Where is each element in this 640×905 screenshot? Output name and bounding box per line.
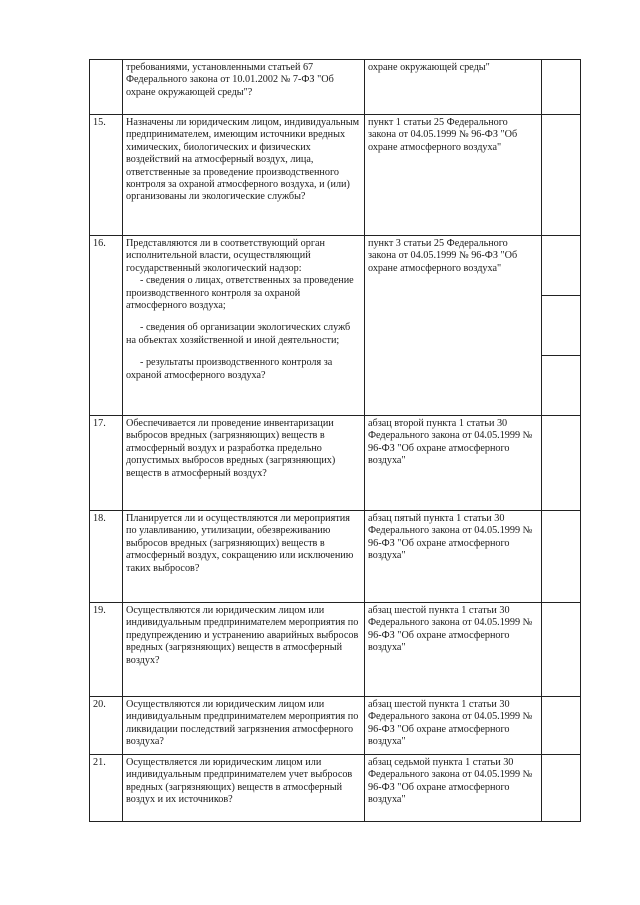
row-number: 15. [90,115,123,236]
answer-cell [542,755,581,822]
question-text [123,236,365,416]
row-number [90,60,123,115]
table-row [90,115,581,236]
legal-reference: пункт 3 статьи 25 Федерального закона от 04.05.1999 № 96-ФЗ "Об охране атмосферного воздуха" [365,236,542,416]
answer-cell [542,60,581,115]
question-text: требованиями, установленными статьей 67 Федерального закона от 10.01.2002 № 7-ФЗ "Об охране окружающей среды"? [123,60,365,115]
answer-cell [542,511,581,603]
table-row [90,60,581,115]
legal-reference: пункт 1 статьи 25 Федерального закона от 04.05.1999 № 96-ФЗ "Об охране атмосферного воздуха" [365,115,542,236]
question-intro: Представляются ли в соответствующий орган исполнительной власти, осуществляющий государственный экологический надзор: [126,238,325,274]
answer-cell [542,115,581,236]
answer-cell [542,603,581,697]
row-number: 18. [90,511,123,603]
question-text: Осуществляется ли юридическим лицом или индивидуальным предпринимателем учет выбросов вредных (загрязняющих) веществ в атмосферный воздух и их источников? [123,755,365,822]
legal-reference: абзац второй пункта 1 статьи 30 Федерального закона от 04.05.1999 № 96-ФЗ "Об охране атмосферного воздуха" [365,416,542,511]
answer-cell [542,416,581,511]
answer-subcell [542,356,580,415]
table-row [90,755,581,822]
legal-reference: абзац шестой пункта 1 статьи 30 Федерального закона от 04.05.1999 № 96-ФЗ "Об охране атмосферного воздуха" [365,603,542,697]
row-number: 16. [90,236,123,416]
question-text: Обеспечивается ли проведение инвентаризации выбросов вредных (загрязняющих) веществ в атмосферный воздух и разработка предельно допустимых выбросов вредных (загрязняющих) веществ в атмосферный воздух? [123,416,365,511]
answer-subcell [542,296,580,356]
question-text: Назначены ли юридическим лицом, индивидуальным предпринимателем, имеющим источники вредных химических, биологических и физических воздействий на атмосферный воздух, лица, ответственные за проведение производственного контроля за охраной атмосферного воздуха, и (или) организованы ли экологические службы? [123,115,365,236]
legal-reference: абзац седьмой пункта 1 статьи 30 Федерального закона от 04.05.1999 № 96-ФЗ "Об охране атмосферного воздуха" [365,755,542,822]
sub-item: - результаты производственного контроля за охраной атмосферного воздуха? [126,357,333,381]
checklist-table [89,59,581,822]
table-row [90,236,581,416]
question-text: Осуществляются ли юридическим лицом или индивидуальным предпринимателем мероприятия по предупреждению и устранению аварийных выбросов вредных (загрязняющих) веществ в атмосферный воздух? [123,603,365,697]
table-row [90,697,581,755]
answer-cell [542,697,581,755]
legal-reference: абзац пятый пункта 1 статьи 30 Федерального закона от 04.05.1999 № 96-ФЗ "Об охране атмосферного воздуха" [365,511,542,603]
question-text: Осуществляются ли юридическим лицом или индивидуальным предпринимателем мероприятия по ликвидации последствий загрязнения атмосферного воздуха? [123,697,365,755]
answer-subcell [542,236,580,296]
question-text: Планируется ли и осуществляются ли мероприятия по улавливанию, утилизации, обезвреживанию выбросов вредных (загрязняющих) веществ в атмосферный воздух, сокращению или исключению таких выбросов? [123,511,365,603]
row-number: 17. [90,416,123,511]
row-number: 20. [90,697,123,755]
sub-item: - сведения об организации экологических служб на объектах хозяйственной и иной деятельности; [126,322,351,346]
row-number: 21. [90,755,123,822]
sub-item: - сведения о лицах, ответственных за проведение производственного контроля за охраной атмосферного воздуха; [126,275,354,312]
row-number: 19. [90,603,123,697]
table-row [90,511,581,603]
table-row [90,416,581,511]
legal-reference: охране окружающей среды" [365,60,542,115]
legal-reference: абзац шестой пункта 1 статьи 30 Федерального закона от 04.05.1999 № 96-ФЗ "Об охране атмосферного воздуха" [365,697,542,755]
answer-cell [542,236,581,416]
table-row [90,603,581,697]
